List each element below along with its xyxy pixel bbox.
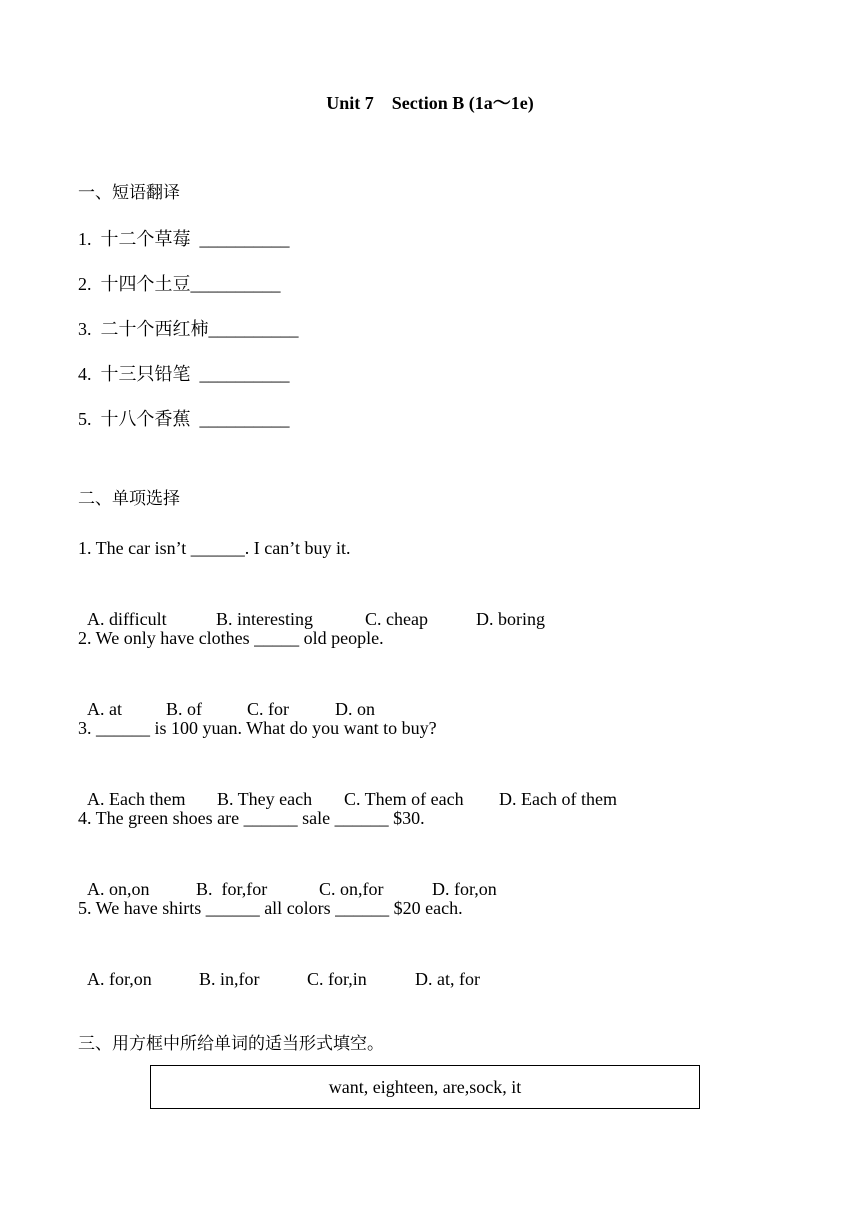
translation-item-4: 4. 十三只铅笔 __________ (78, 364, 290, 384)
question-5-stem: 5. We have shirts ______ all colors ______ $20 each. (78, 898, 463, 918)
section1-heading: 一、短语翻译 (78, 183, 180, 203)
option-c: C. cheap (365, 609, 428, 629)
option-c: C. Them of each (344, 789, 464, 809)
option-a: A. difficult (87, 609, 167, 629)
question-2-stem: 2. We only have clothes _____ old people. (78, 628, 384, 648)
question-1-stem: 1. The car isn’t ______. I can’t buy it. (78, 538, 351, 558)
question-5-options (78, 940, 480, 992)
option-c: C. for,in (307, 969, 367, 989)
page-title: Unit 7 Section B (1a～1e) (326, 93, 534, 113)
option-c: C. for (247, 699, 289, 719)
option-b: B. They each (217, 789, 313, 809)
option-b: B. for,for (196, 879, 268, 899)
section3-heading: 三、用方框中所给单词的适当形式填空。 (78, 1034, 384, 1054)
option-a: A. at (87, 699, 122, 719)
option-d: D. on (335, 699, 375, 719)
option-a: A. Each them (87, 789, 186, 809)
translation-item-1: 1. 十二个草莓 __________ (78, 229, 290, 249)
option-d: D. boring (476, 609, 545, 629)
question-4-stem: 4. The green shoes are ______ sale ______ $30. (78, 808, 425, 828)
option-d: D. at, for (415, 969, 480, 989)
word-box: want, eighteen, are,sock, it (150, 1065, 700, 1109)
option-d: D. Each of them (499, 789, 617, 809)
translation-item-5: 5. 十八个香蕉 __________ (78, 409, 290, 429)
translation-item-2: 2. 十四个土豆__________ (78, 274, 281, 294)
option-b: B. of (166, 699, 202, 719)
option-d: D. for,on (432, 879, 497, 899)
question-3-stem: 3. ______ is 100 yuan. What do you want to buy? (78, 718, 437, 738)
option-b: B. interesting (216, 609, 313, 629)
translation-item-3: 3. 二十个西红柿__________ (78, 319, 299, 339)
option-a: A. for,on (87, 969, 152, 989)
option-a: A. on,on (87, 879, 150, 899)
section2-heading: 二、单项选择 (78, 489, 180, 509)
option-c: C. on,for (319, 879, 384, 899)
option-b: B. in,for (199, 969, 260, 989)
